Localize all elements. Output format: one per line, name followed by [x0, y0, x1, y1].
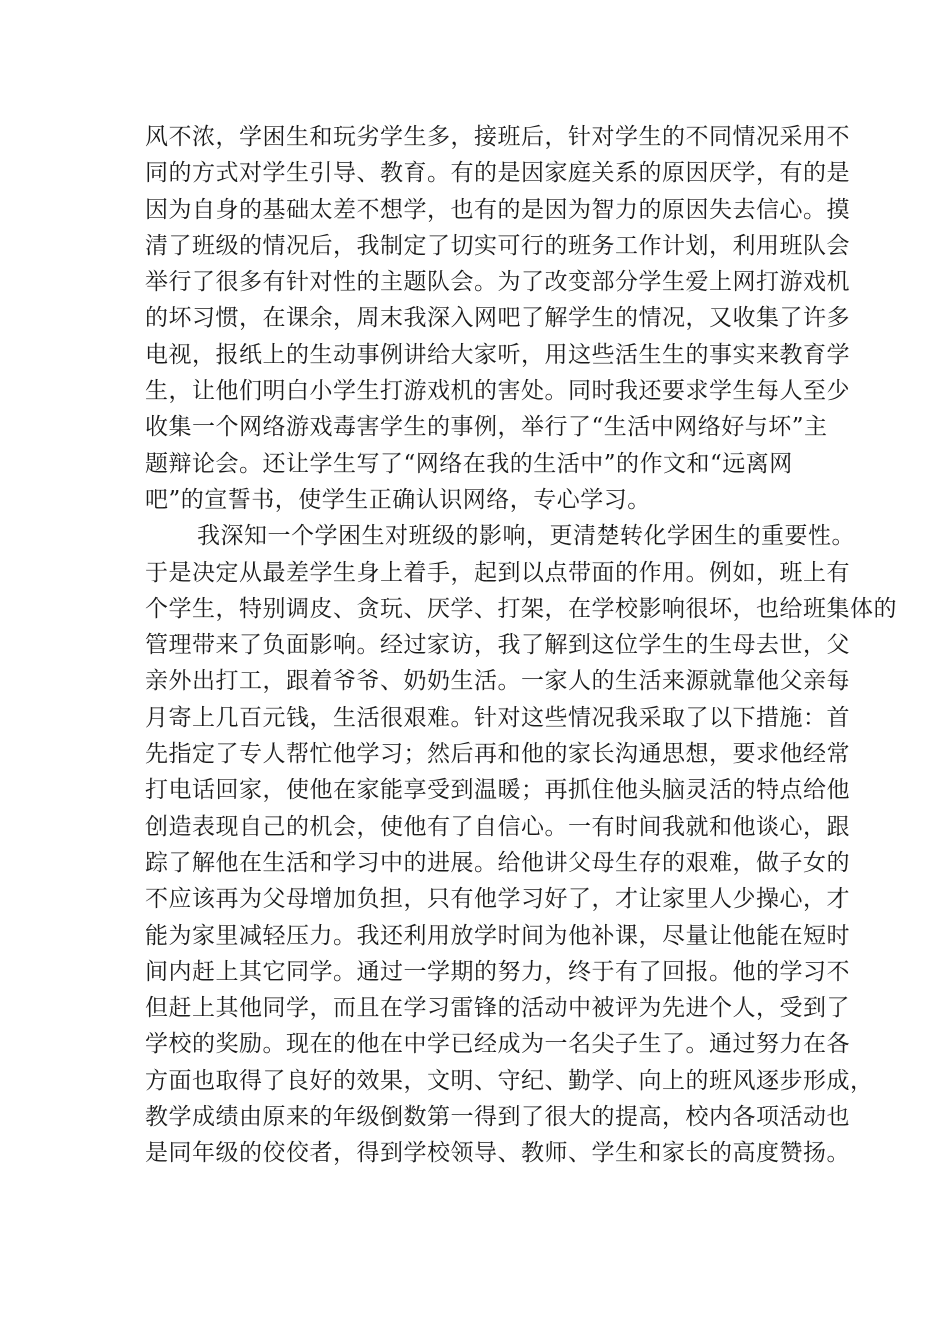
text-line: 的坏习惯，在课余，周末我深入网吧了解学生的情况，又收集了许多	[145, 305, 850, 332]
text-line: 能为家里减轻压力。我还利用放学时间为他补课，尽量让他能在短时	[145, 922, 850, 949]
text-line: 但赶上其他同学，而且在学习雷锋的活动中被评为先进个人，受到了	[145, 995, 850, 1022]
text-line: 因为自身的基础太差不想学，也有的是因为智力的原因失去信心。摸	[145, 196, 850, 223]
text-line: 方面也取得了良好的效果，文明、守纪、勤学、向上的班风逐步形成，	[145, 1067, 874, 1094]
text-line: 电视，报纸上的生动事例讲给大家听，用这些活生生的事实来教育学	[145, 341, 850, 368]
text-line: 是同年级的佼佼者，得到学校领导、教师、学生和家长的高度赞扬。	[145, 1140, 850, 1167]
text-line: 踪了解他在生活和学习中的进展。给他讲父母生存的艰难，做子女的	[145, 849, 850, 876]
text-line: 生，让他们明白小学生打游戏机的害处。同时我还要求学生每人至少	[145, 378, 850, 405]
text-line: 亲外出打工，跟着爷爷、奶奶生活。一家人的生活来源就靠他父亲每	[145, 668, 850, 695]
text-line: 打电话回家，使他在家能享受到温暖；再抓住他头脑灵活的特点给他	[145, 777, 850, 804]
text-line: 学校的奖励。现在的他在中学已经成为一名尖子生了。通过努力在各	[145, 1031, 850, 1058]
text-line: 教学成绩由原来的年级倒数第一得到了很大的提高，校内各项活动也	[145, 1104, 850, 1131]
text-line: 不应该再为父母增加负担，只有他学习好了，才让家里人少操心，才	[145, 886, 850, 913]
paragraph-1	[145, 119, 850, 518]
text-line: 举行了很多有针对性的主题队会。为了改变部分学生爱上网打游戏机	[145, 269, 850, 296]
text-line: 风不浓，学困生和玩劣学生多，接班后，针对学生的不同情况采用不	[145, 124, 850, 150]
text-line: 创造表现自己的机会，使他有了自信心。一有时间我就和他谈心，跟	[145, 813, 850, 840]
text-line: 吧”的宣誓书，使学生正确认识网络，专心学习。	[145, 486, 651, 513]
text-line: 题辩论会。还让学生写了“网络在我的生活中”的作文和“远离网	[145, 450, 793, 477]
document-page	[145, 119, 897, 1172]
text-line: 于是决定从最差学生身上着手，起到以点带面的作用。例如，班上有	[145, 559, 850, 586]
text-line-indented: 我深知一个学困生对班级的影响，更清楚转化学困生的重要性。	[197, 523, 855, 550]
text-line: 管理带来了负面影响。经过家访，我了解到这位学生的生母去世，父	[145, 632, 850, 659]
text-line: 先指定了专人帮忙他学习；然后再和他的家长沟通思想，要求他经常	[145, 741, 850, 768]
paragraph-2	[145, 518, 897, 1171]
text-line: 月寄上几百元钱，生活很艰难。针对这些情况我采取了以下措施：首	[145, 704, 850, 731]
text-line: 清了班级的情况后，我制定了切实可行的班务工作计划，利用班队会	[145, 232, 850, 259]
text-line: 同的方式对学生引导、教育。有的是因家庭关系的原因厌学，有的是	[145, 160, 850, 187]
text-line: 个学生，特别调皮、贪玩、厌学、打架，在学校影响很坏，也给班集体的	[145, 595, 897, 622]
text-line: 间内赶上其它同学。通过一学期的努力，终于有了回报。他的学习不	[145, 958, 850, 985]
text-line: 收集一个网络游戏毒害学生的事例，举行了“生活中网络好与坏”主	[145, 414, 828, 441]
